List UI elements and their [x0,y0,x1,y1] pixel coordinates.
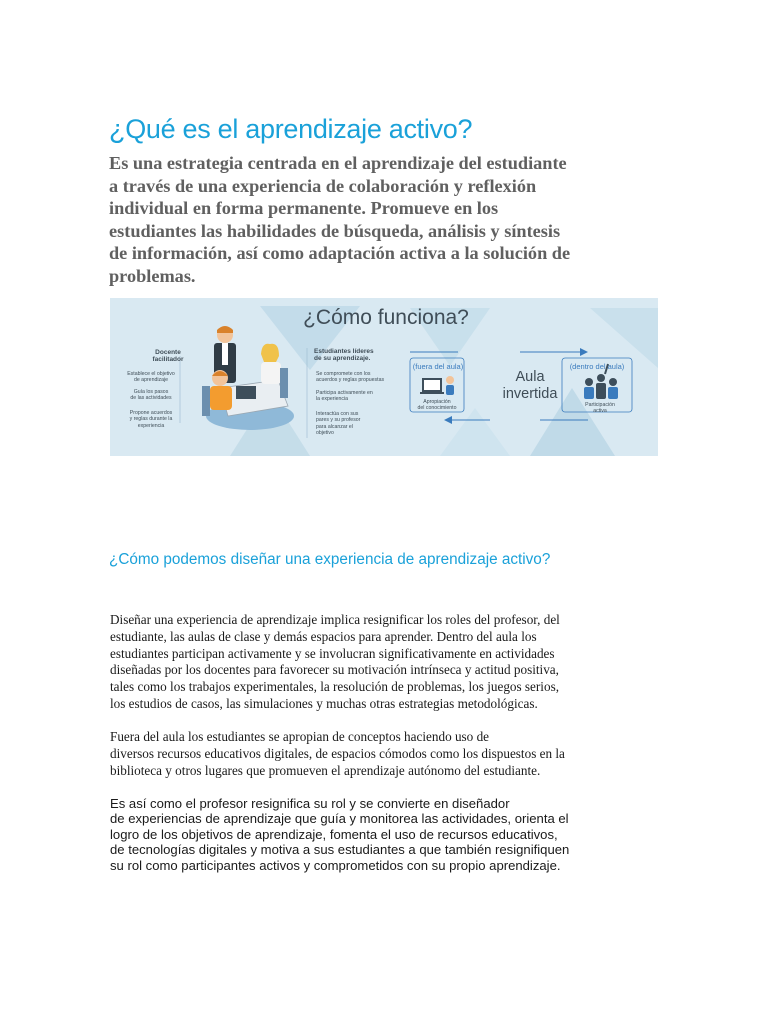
paragraph-line: los estudios de casos, las simulaciones y muchas otras estrategias metodológicas. [110,695,538,711]
infographic-title: ¿Cómo funciona? [303,306,469,329]
docente-item-line: Guía los pasos [133,389,169,395]
intro-paragraph [109,152,669,287]
estudiantes-heading-line: de su aprendizaje. [314,355,371,362]
estudiantes-item-line: la experiencia [316,396,349,403]
estudiantes-item-line: Se compromete con los [316,371,371,377]
estudiantes-heading-line: Estudiantes líderes [314,348,374,355]
classroom-illustration-icon [202,326,294,430]
paragraph-line: de experiencias de aprendizaje que guía y monitorea las actividades, orienta el [110,811,569,827]
estudiantes-item-line: pares y su profesor [316,417,361,424]
docente-item-line: experiencia [137,422,165,429]
section-heading: ¿Cómo podemos diseñar una experiencia de aprendizaje activo? [109,551,551,568]
docente-item-line: de las actividades [130,395,172,402]
estudiantes-item [316,411,408,436]
paragraph-3 [110,796,655,873]
aula-invertida-line: invertida [502,386,558,402]
docente-heading [138,349,198,363]
paragraph-line: Es así como el profesor resignifica su rol y se convierte en diseñador [110,796,510,811]
aula-invertida-label [485,369,575,403]
estudiantes-item-line: para alcanzar el [316,423,353,430]
estudiantes-item-line: acuerdos y reglas propuestas [316,377,385,384]
estudiantes-item-line: Participa activamente en [316,390,373,396]
paragraph-line: estudiantes participan activamente y se involucran significativamente en actividades [110,645,555,661]
dentro-del-aula-label: (dentro del aula) [569,362,625,371]
participacion-line: Participación [585,402,615,408]
estudiantes-item-line: objetivo [316,429,334,436]
paragraph-2 [110,729,650,779]
docente-item-line: Propone acuerdos [129,410,173,416]
como-funciona-infographic [110,298,658,456]
fuera-del-aula-label: (fuera del aula) [412,362,464,371]
intro-line: estudiantes las habilidades de búsqueda, análisis y síntesis [109,220,561,241]
paragraph-line: diversos recursos educativos digitales, de espacios cómodos como los dispuestos en la [110,745,565,761]
paragraph-line: de tecnologías digitales y motiva a sus estudiantes a que también resignifiquen [110,842,570,858]
docente-heading-line: facilitador [152,356,184,363]
estudiantes-item-line: Interactúa con sus [316,411,359,417]
intro-line: problemas. [109,265,196,286]
paragraph-line: estudiante, las aulas de clase y demás espacios para aprender. Dentro del aula los [110,628,537,644]
laptop-student-icon [420,376,454,395]
apropiacion-line: Apropiación [423,399,451,405]
paragraph-line: logro de los objetivos de aprendizaje, fomenta el uso de recursos educativos, [110,826,558,842]
estudiantes-item [316,371,408,384]
decor-triangle [440,408,510,456]
apropiacion-caption [408,399,466,412]
docente-heading-line: Docente [155,349,181,356]
intro-line: Es una estrategia centrada en el aprendizaje del estudiante [109,153,567,173]
docente-item [120,410,182,429]
docente-item-line: y reglas durante la [129,416,173,423]
docente-item-line: de aprendizaje [133,377,169,384]
page-title: ¿Qué es el aprendizaje activo? [109,114,473,144]
paragraph-line: Diseñar una experiencia de aprendizaje implica resignificar los roles del profesor, del [110,612,560,627]
paragraph-line: biblioteca y otros lugares que promueven el aprendizaje autónomo del estudiante. [110,762,541,778]
paragraph-line: tales como los trabajos experimentales, la resolución de problemas, los juegos serios, [110,679,559,695]
intro-line: de información, así como adaptación activa a la solución de [109,243,571,263]
participacion-caption [572,402,628,415]
paragraph-line: su rol como participantes activos y comprometidos con su propio aprendizaje. [110,857,561,873]
paragraph-1 [110,612,650,713]
docente-item [120,371,182,384]
paragraph-line: Fuera del aula los estudiantes se apropian de conceptos haciendo uso de [110,729,490,744]
apropiacion-line: del conocimiento [417,405,457,412]
intro-line: a través de una experiencia de colaboración y reflexión [109,175,537,196]
aula-invertida-line: Aula [515,369,545,385]
intro-line: individual en forma permanente. Promueve en los [109,198,499,218]
estudiantes-heading [314,348,394,362]
estudiantes-item [316,390,408,403]
docente-item [120,389,182,402]
decor-triangle [590,308,658,368]
paragraph-line: diseñadas por los docentes para favorecer su motivación intrínseca y actitud positiva, [110,662,559,678]
participacion-line: activa [593,408,607,415]
docente-item-line: Establece el objetivo [127,371,175,377]
